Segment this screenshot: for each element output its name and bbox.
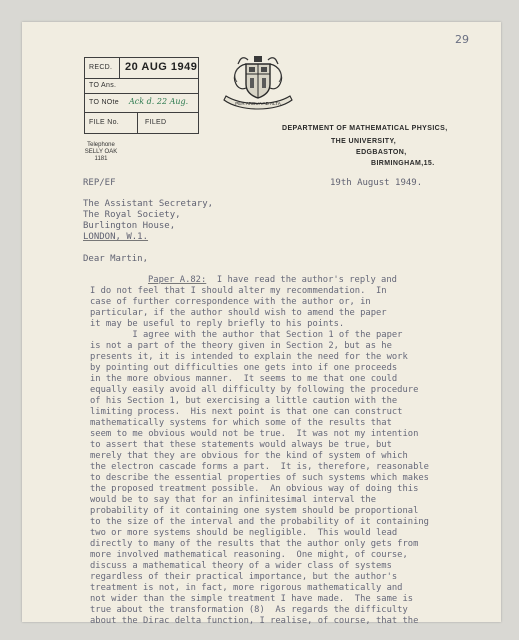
paragraph-line: in the more obvious manner. It seems to me that one could <box>90 374 398 384</box>
paragraph-line: presents it, it is intended to explain the need for the work <box>90 352 408 362</box>
paragraph-line: to the size of the interval and the probability of it containing <box>90 517 429 527</box>
recipient-line: LONDON, W.1. <box>83 232 149 242</box>
page-number: 29 <box>455 33 469 46</box>
paragraph-line: equally easily avoid all difficulty by following the procedure <box>90 385 419 395</box>
recipient-line: The Assistant Secretary, <box>83 199 214 209</box>
department-name: DEPARTMENT OF MATHEMATICAL PHYSICS, <box>282 125 448 132</box>
paragraph-line: more involved mathematical reasoning. One might, of course, <box>90 550 408 560</box>
stamp-divider <box>119 58 120 78</box>
crest-motto: PER ARDUA AD ALTA <box>235 101 281 106</box>
paragraph-line: true about the transformation (8) As regards the difficulty <box>90 605 408 615</box>
telephone-number: SELLY OAK 1181 <box>84 149 118 162</box>
paragraph-line: it may be useful to reply briefly to his points. <box>90 319 345 329</box>
paragraph-line: directly to many of the results that the author only gets from <box>90 539 419 549</box>
paragraph-line: the proposed treatment possible. An obvious way of doing this <box>90 484 419 494</box>
stamp-row-file <box>85 112 198 133</box>
university-name: THE UNIVERSITY, <box>331 138 397 145</box>
telephone-label: Telephone <box>87 142 115 148</box>
stamp-divider <box>137 112 138 133</box>
reference-code: REP/EF <box>83 178 116 188</box>
address-area: EDGBASTON, <box>356 149 407 156</box>
stamp-row-note <box>85 93 198 113</box>
stamp-to-note-label: TO NOte <box>89 99 119 106</box>
address-city: BIRMINGHAM,15. <box>371 160 435 167</box>
paragraph-line: limiting process. His next point is that one can construct <box>90 407 403 417</box>
paragraph-line: would be to say that for an infinitesimal interval the <box>90 495 376 505</box>
paragraph-line: regardless of their practical importance, but the author's <box>90 572 398 582</box>
paragraph-line: I do not feel that I should alter my recommendation. In <box>90 286 387 296</box>
received-stamp <box>84 57 199 134</box>
paragraph-line: the electron cascade forms a part. It is, therefore, reasonable <box>90 462 429 472</box>
paragraph-line: mathematically systems for which some of the results that <box>90 418 392 428</box>
paragraph-line: not wider than the simple treatment I have made. The same is <box>90 594 414 604</box>
paper-reference-label: Paper A.82: <box>148 275 207 285</box>
paragraph-line: particular, if the author should wish to amend the paper <box>90 308 387 318</box>
paragraph-line: I have read the author's reply and <box>206 275 397 285</box>
paragraph-line: is not a part of the theory given in Section 2, but as he <box>90 341 392 351</box>
paragraph-line: treatment is not, in fact, more rigorous mathematically and <box>90 583 403 593</box>
stamp-received-date: 20 AUG 1949 <box>125 61 198 73</box>
university-crest-logo <box>218 54 298 116</box>
stamp-acknowledged-note: Ack d. 22 Aug. <box>129 97 189 106</box>
stamp-row-received <box>85 58 198 79</box>
paragraph-line: merely that they are obvious for the kind of system of which <box>90 451 408 461</box>
paragraph-line: seem to me obvious would not be true. It was not my intention <box>90 429 419 439</box>
paragraph-line: to describe the essential properties of such systems which makes <box>90 473 429 483</box>
salutation: Dear Martin, <box>83 254 149 264</box>
recipient-line: The Royal Society, <box>83 210 181 220</box>
paragraph-line: case of further correspondence with the author or, in <box>90 297 371 307</box>
stamp-row-answer <box>85 78 198 94</box>
paragraph-line: about the Dirac delta function, I realise, of course, that the <box>90 616 419 626</box>
paragraph-line: by pointing out difficulties one gets into if one proceeds <box>90 363 398 373</box>
stamp-filed-label: FILED <box>145 119 167 126</box>
paper-reference <box>148 275 397 286</box>
paragraph-line: to assert that these statements would always be true, but <box>90 440 392 450</box>
telephone-block <box>81 142 121 163</box>
stamp-to-ans-label: TO Ans. <box>89 82 117 89</box>
paragraph-line: discuss a mathematical theory of a wider class of systems <box>90 561 392 571</box>
paragraph-line: I agree with the author that Section 1 of the paper <box>90 330 403 340</box>
paragraph-line: two or more systems should be negligible. This would lead <box>90 528 398 538</box>
letter-date: 19th August 1949. <box>330 178 423 188</box>
stamp-file-no-label: FILE No. <box>89 119 120 126</box>
recipient-line: Burlington House, <box>83 221 176 231</box>
stamp-recd-label: RECD. <box>89 64 113 71</box>
paragraph-line: probability of it containing one system should be proportional <box>90 506 419 516</box>
paragraph-line: of his Section 1, but exercising a little caution with the <box>90 396 398 406</box>
